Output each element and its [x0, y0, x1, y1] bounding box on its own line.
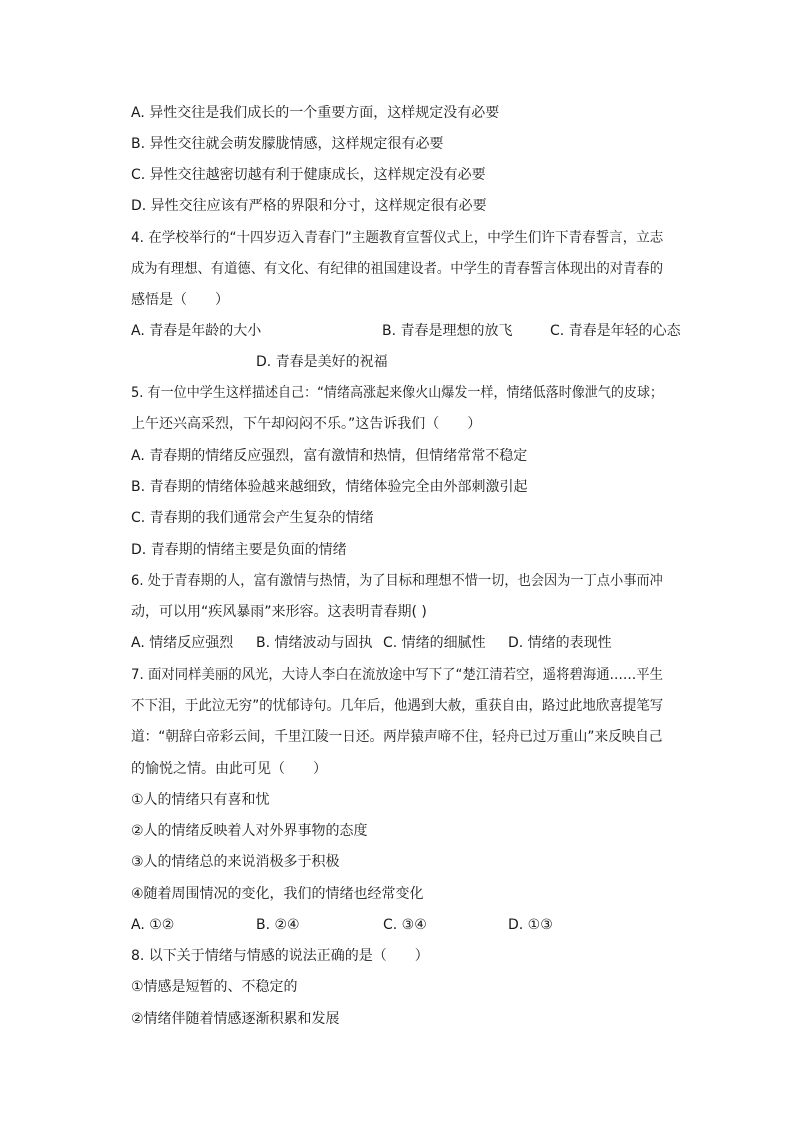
q5-option-b: B. 青春期的情绪体验越来越细致，情绪体验完全由外部刺激引起	[131, 479, 528, 495]
q3-option-d: D. 异性交往应该有严格的界限和分寸，这样规定很有必要	[131, 198, 487, 214]
q4-option-c: C. 青春是年轻的心态	[550, 323, 681, 339]
q5-option-d: D. 青春期的情绪主要是负面的情绪	[131, 542, 347, 558]
q3-option-c: C. 异性交往越密切越有利于健康成长，这样规定没有必要	[131, 167, 486, 183]
q7-stem-line1: 7. 面对同样美丽的风光，大诗人李白在流放途中写下了“楚江清若空，遥将碧海通……平生	[131, 667, 664, 683]
q6-option-a: A. 情绪反应强烈	[131, 635, 234, 651]
q7-statement-1: ①人的情绪只有喜和忧	[131, 792, 270, 808]
q7-option-b: B. ②④	[256, 917, 300, 933]
q7-statement-4: ④随着周围情况的变化，我们的情绪也经常变化	[131, 886, 424, 902]
q6-option-d: D. 情绪的表现性	[508, 635, 612, 651]
q5-option-c: C. 青春期的我们通常会产生复杂的情绪	[131, 510, 374, 526]
q7-stem-line2: 不下泪，于此泣无穷”的忧郁诗句。几年后，他遇到大赦，重获自由，路过此地欣喜提笔写	[131, 698, 664, 714]
q7-option-c: C. ③④	[383, 917, 427, 933]
q4-stem-line3: 感悟是（ ）	[131, 292, 229, 308]
q7-option-a: A. ①②	[131, 917, 175, 933]
q8-statement-1: ①情感是短暂的、不稳定的	[131, 979, 298, 995]
q4-option-a: A. 青春是年龄的大小	[131, 323, 262, 339]
q5-stem-line1: 5. 有一位中学生这样描述自己：“情绪高涨起来像火山爆发一样，情绪低落时像泄气的皮球；	[131, 385, 664, 401]
q7-stem-line3: 道：“朝辞白帝彩云间，千里江陵一日还。两岸猿声啼不住，轻舟已过万重山”来反映自己	[131, 729, 663, 745]
q7-statement-3: ③人的情绪总的来说消极多于积极	[131, 854, 340, 870]
q6-stem-line1: 6. 处于青春期的人，富有激情与热情，为了目标和理想不惜一切，也会因为一丁点小事而冲	[131, 573, 663, 589]
q4-option-d: D. 青春是美好的祝福	[256, 354, 388, 370]
q5-option-a: A. 青春期的情绪反应强烈，富有激情和热情，但情绪常常不稳定	[131, 448, 528, 464]
q4-option-b: B. 青春是理想的放飞	[382, 323, 513, 339]
q6-stem-line2: 动，可以用“疾风暴雨”来形容。这表明青春期( )	[131, 604, 427, 620]
q4-stem-line1: 4. 在学校举行的“十四岁迈入青春门”主题教育宣誓仪式上，中学生们许下青春誓言，立志	[131, 230, 664, 246]
q5-stem-line2: 上午还兴高采烈，下午却闷闷不乐。”这告诉我们（ ）	[131, 416, 482, 432]
q6-option-b: B. 情绪波动与固执	[256, 635, 373, 651]
q3-option-a: A. 异性交往是我们成长的一个重要方面，这样规定没有必要	[131, 105, 500, 121]
q8-stem-line1: 8. 以下关于情绪与情感的说法正确的是（ ）	[131, 948, 429, 964]
q4-stem-line2: 成为有理想、有道德、有文化、有纪律的祖国建设者。中学生的青春誓言体现出的对青春的	[131, 261, 663, 277]
q6-option-c: C. 情绪的细腻性	[383, 635, 486, 651]
q7-statement-2: ②人的情绪反映着人对外界事物的态度	[131, 823, 368, 839]
q3-option-b: B. 异性交往就会萌发朦胧情感，这样规定很有必要	[131, 136, 444, 152]
q8-statement-2: ②情绪伴随着情感逐渐积累和发展	[131, 1011, 340, 1027]
q7-stem-line4: 的愉悦之情。由此可见（ ）	[131, 761, 327, 777]
q7-option-d: D. ①③	[508, 917, 553, 933]
